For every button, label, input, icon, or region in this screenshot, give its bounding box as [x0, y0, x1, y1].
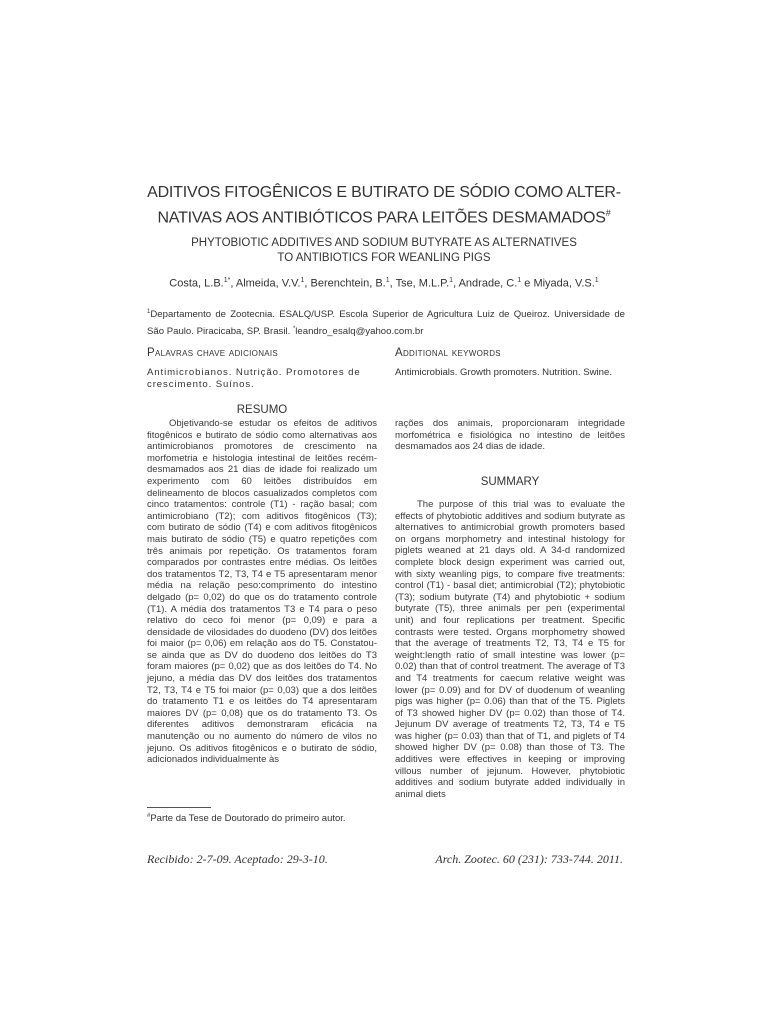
author-mark: 1 [385, 277, 390, 284]
author-mark: 1 [449, 277, 454, 284]
title-footnote-mark: # [605, 208, 611, 218]
author-name: Miyada, V.S. [533, 277, 595, 290]
author-mark: 1 [300, 277, 305, 284]
affiliation [147, 305, 625, 339]
affiliation-mark: 1 [147, 309, 151, 315]
subtitle-line-1: PHYTOBIOTIC ADDITIVES AND SODIUM BUTYRATE AS ALTERNATIVES [191, 237, 577, 249]
journal-citation: Arch. Zootec. 60 (231): 733-744. 2011. [435, 852, 623, 866]
paper-title [140, 183, 628, 228]
footnote-divider [147, 807, 211, 808]
author-list: Costa, L.B.$^{1*}$, Almeida, V.V.$^1$, Berenchtein, B.$^1$, Tse, M.L.P.$^1$, Andrade, C.$^1$ e Miyada, V.S.$^1$ [169, 277, 599, 290]
author-name: Almeida, V.V. [235, 277, 301, 290]
email-mark: * [292, 326, 296, 333]
received-dates: Recibido: 2-7-09. Aceptado: 29-3-10. [147, 852, 328, 866]
affiliation-text: Departamento de Zootecnia. ESALQ/USP. Escola Superior de Agricultura Luiz de Queiroz. Universidade de São Paulo. Piracicaba, SP. Brasil. [147, 309, 625, 338]
author-name: Berenchtein, B. [310, 277, 386, 290]
author-name: Andrade, C. [458, 277, 518, 290]
summary-text: The purpose of this trial was to evaluate the effects of phytobiotic additives and sodium butyrate as alternatives to antimicrobial growth promoters based on organs morphometry and intestinal histology for piglets weaned at 21 days old. A 34-d randomized complete block design experiment was carried out, with sixty weanling pigs, to compare five treatments: control (T1) - basal diet; antimicrobial (T2); phytobiotic (T3); sodium butyrate (T4) and phytobiotic + sodium butyrate (T5), three animals per pen (experimental unit) and four replications per treatment. Specific contrasts were tested. Organs morphometry showed that the average of treatments T2, T3, T4 e T5 for weight:length ratio of small intestine was lower (p= 0.02) than that of control treatment. The average of T3 and T4 treatments for caecum relative weight was lower (p= 0.09) and for DV of duodenum of weanling pigs was higher (p= 0.06) than that of the T5. Piglets of T3 showed higher DV (p= 0.02) than those of T4. Jejunum DV average of treatments T2, T3, T4 e T5 was higher (p= 0.03) than that of T1, and piglets of T4 showed higher DV (p= 0.08) than those of T3. The additives were effectives in keeping or improving villous number of jejunum. However, phytobiotic additives and sodium butyrate added individually in animal diets [395, 499, 625, 800]
author-mark: 1 [594, 277, 599, 284]
author-mark: 1 [517, 277, 522, 284]
keywords-pt-heading: Palavras chave adicionais [147, 347, 279, 359]
paper-title-text: ADITIVOS FITOGÊNICOS E BUTIRATO DE SÓDIO COMO ALTER- NATIVAS AOS ANTIBIÓTICOS PARA LEITÕES DESMAMADOS [147, 184, 621, 227]
resumo-text: Objetivando-se estudar os efeitos de aditivos fitogênicos e butirato de sódio como alternativas aos antimicrobianos promotores de crescimento na morfometria e histologia intestinal de leitões recém-desmamados aos 21 dias de idade foi realizado um experimento com 60 leitões distribuídos em delineamento de blocos casualizados completos com cinco tratamentos: controle (T1) - ração basal; com antimicrobiano (T2); com aditivos fitogênicos (T3); com butirato de sódio (T4) e com aditivos fitogênicos mais butirato de sódio (T5) e quatro repetições com três animais por repetição. Os tratamentos foram comparados por contrastes entre médias. Os leitões dos tratamentos T2, T3, T4 e T5 apresentaram menor média na relação peso:comprimento do intestino delgado (p= 0,02) do que os do tratamento controle (T1). A média dos tratamentos T3 e T4 para o peso relativo do ceco foi menor (p= 0,09) e para a densidade de vilosidades do duodeno (DV) dos leitões foi maior (p= 0,06) em relação aos do T5. Constatou-se ainda que as DV do duodeno dos leitões do T3 foram maiores (p= 0,02) que as dos leitões do T4. No jejuno, a média das DV dos leitões dos tratamentos T2, T3, T4 e T5 foi maior (p= 0,03) que a dos leitões do tratamento T1 e os leitões do T4 apresentaram maiores DV (p= 0,08) que os do tratamento T3. Os diferentes aditivos demonstraram eficácia na manutenção ou no aumento do número de vilos no jejuno. Os aditivos fitogênicos e o butirato de sódio, adicionados individualmente às [147, 418, 377, 766]
footnote-mark: # [147, 813, 151, 819]
resumo-continuation: rações dos animais, proporcionaram integridade morfométrica e fisiológica no intestino de leitões desmamados aos 24 dias de idade. [395, 418, 625, 453]
keywords-en-heading: Additional keywords [395, 347, 501, 359]
contact-email: leandro_esalq@yahoo.com.br [295, 326, 424, 338]
footnote-text: Parte da Tese de Doutorado do primeiro autor. [150, 813, 346, 825]
footnote [147, 813, 346, 824]
keywords-pt-text: Antimicrobianos. Nutrição. Promotores de crescimento. Suínos. [147, 367, 361, 390]
author-name: Costa, L.B. [169, 277, 224, 290]
resumo-heading: RESUMO [236, 404, 288, 416]
paper-subtitle [140, 236, 628, 266]
author-mark: 1* [223, 277, 231, 284]
author-name: Tse, M.L.P. [395, 277, 450, 290]
summary-heading: SUMMARY [480, 476, 540, 488]
keywords-en-text: Antimicrobials. Growth promoters. Nutrition. Swine. [395, 367, 612, 378]
subtitle-line-2: TO ANTIBIOTICS FOR WEANLING PIGS [277, 252, 491, 264]
